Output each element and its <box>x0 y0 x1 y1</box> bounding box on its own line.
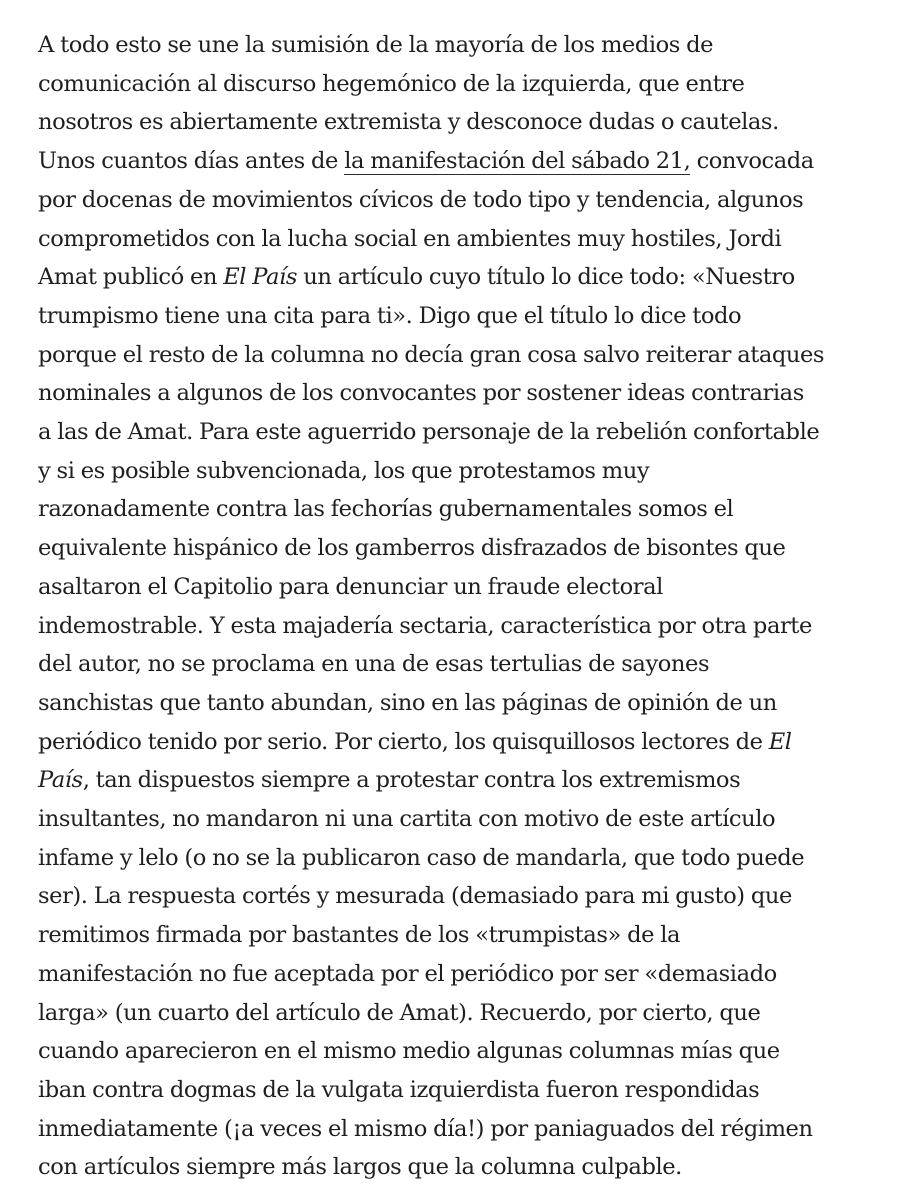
text-line <box>38 142 878 181</box>
text-line: trumpismo tiene una cita para ti». Digo que el título lo dice todo <box>38 302 742 329</box>
text-line: indemostrable. Y esta majadería sectaria, característica por otra parte <box>38 612 812 639</box>
newspaper-name-emphasis: El País <box>223 264 297 291</box>
text-line <box>38 761 878 800</box>
text-line: remitimos firmada por bastantes de los «trumpistas» de la <box>38 922 681 949</box>
text-segment: Unos cuantos días antes de <box>38 148 345 175</box>
text-line: porque el resto de la columna no decía gran cosa salvo reiterar ataques <box>38 341 825 368</box>
text-line: ser). La respuesta cortés y mesurada (demasiado para mi gusto) que <box>38 883 792 910</box>
text-line: sanchistas que tanto abundan, sino en las páginas de opinión de un <box>38 689 777 716</box>
text-line: manifestación no fue aceptada por el periódico por ser «demasiado <box>38 960 777 987</box>
newspaper-name-emphasis: País <box>38 767 83 794</box>
manifestation-link[interactable]: la manifestación del sábado 21, <box>344 148 691 175</box>
text-line: cuando aparecieron en el mismo medio algunas columnas mías que <box>38 1038 780 1065</box>
text-line: A todo esto se une la sumisión de la mayoría de los medios de <box>38 32 714 58</box>
text-line <box>38 723 878 762</box>
text-line: razonadamente contra las fechorías gubernamentales somos el <box>38 496 734 523</box>
text-line: con artículos siempre más largos que la columna culpable. <box>38 1154 682 1181</box>
text-line: a las de Amat. Para este aguerrido personaje de la rebelión confortable <box>38 419 820 446</box>
text-segment: Amat publicó en <box>38 264 224 291</box>
text-segment: convocada <box>690 148 814 175</box>
text-segment: un artículo cuyo título lo dice todo: «Nuestro <box>296 264 795 291</box>
text-line: nosotros es abiertamente extremista y desconoce dudas o cautelas. <box>38 109 779 136</box>
text-line: nominales a algunos de los convocantes por sostener ideas contrarias <box>38 380 804 407</box>
text-line: inmediatamente (¡a veces el mismo día!) por paniaguados del régimen <box>38 1115 813 1142</box>
text-line: larga» (un cuarto del artículo de Amat). Recuerdo, por cierto, que <box>38 999 761 1026</box>
text-line: y si es posible subvencionada, los que protestamos muy <box>38 457 650 484</box>
text-line: iban contra dogmas de la vulgata izquierdista fueron respondidas <box>38 1076 760 1103</box>
text-line: asaltaron el Capitolio para denunciar un fraude electoral <box>38 573 663 600</box>
text-line: equivalente hispánico de los gamberros disfrazados de bisontes que <box>38 535 786 562</box>
article-paragraph <box>38 26 878 1187</box>
newspaper-name-emphasis: El <box>768 728 792 755</box>
text-line: del autor, no se proclama en una de esas tertulias de sayones <box>38 651 710 678</box>
text-line: infame y lelo (o no se la publicaron caso de mandarla, que todo puede <box>38 844 805 871</box>
text-line: por docenas de movimientos cívicos de todo tipo y tendencia, algunos <box>38 186 804 213</box>
text-line: insultantes, no mandaron ni una cartita con motivo de este artículo <box>38 806 776 833</box>
text-segment: , tan dispuestos siempre a protestar contra los extremismos <box>82 767 741 794</box>
text-segment: periódico tenido por serio. Por cierto, los quisquillosos lectores de <box>38 728 769 755</box>
text-line: comunicación al discurso hegemónico de la izquierda, que entre <box>38 70 745 97</box>
text-line: comprometidos con la lucha social en ambientes muy hostiles, Jordi <box>38 225 782 252</box>
text-line <box>38 258 878 297</box>
